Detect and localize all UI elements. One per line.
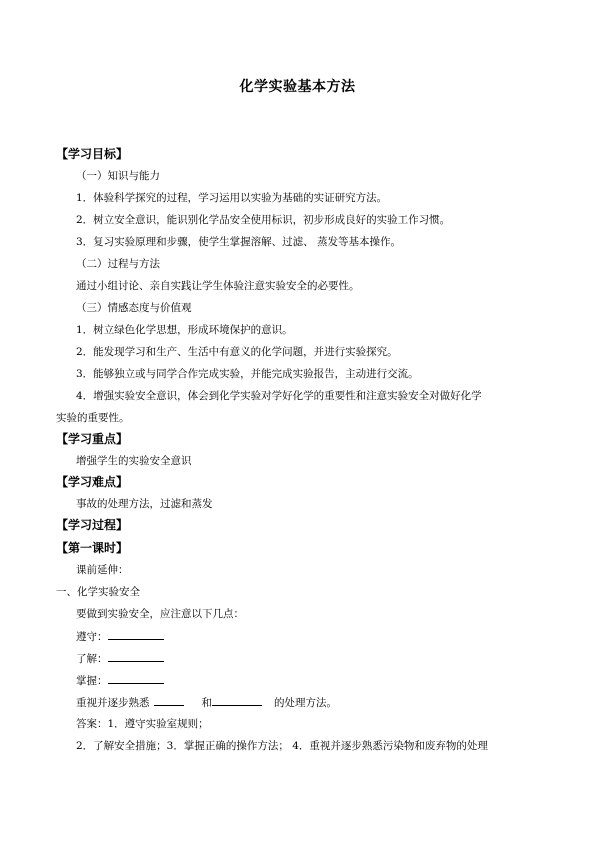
objective-item: 3．复习实验原理和步骤，使学生掌握溶解、过滤、 蒸发等基本操作。 <box>76 236 402 248</box>
objective-item: 4．增强实验安全意识，体会到化学实验对学好化学的重要性和注意实验安全对做好化学 <box>76 390 482 402</box>
answer-text: 答案：1．遵守实验室规则； <box>76 718 209 730</box>
lesson1-heading: 【第一课时】 <box>56 541 129 555</box>
process-heading: 【学习过程】 <box>56 518 129 532</box>
question-text: 的处理方法。 <box>274 697 337 709</box>
question-label: 遵守： <box>76 631 108 643</box>
objective-item-continuation: 实验的重要性。 <box>56 412 130 424</box>
objectives-section-1: （一）知识与能力 <box>76 170 160 182</box>
question-label: 掌握： <box>76 675 108 687</box>
pre-class-label: 课前延伸： <box>76 564 129 576</box>
objectives-section-2: （二）过程与方法 <box>76 258 160 270</box>
difficulties-heading: 【学习难点】 <box>56 475 129 489</box>
question-understand <box>76 651 164 666</box>
objective-item: 1．树立绿色化学思想，形成环境保护的意识。 <box>76 324 293 336</box>
question-text: 和 <box>201 697 212 709</box>
question-master <box>76 673 164 688</box>
question-attention <box>76 695 337 710</box>
answer-blank[interactable] <box>108 629 164 640</box>
answer-blank[interactable] <box>212 695 262 706</box>
key-points-heading: 【学习重点】 <box>56 432 129 446</box>
section1-title: 一、化学实验安全 <box>56 586 140 598</box>
question-obey <box>76 629 164 644</box>
answer-blank[interactable] <box>108 651 164 662</box>
objectives-section-3: （三）情感态度与价值观 <box>76 302 192 314</box>
objective-item: 2．能发现学习和生产、生活中有意义的化学问题，并进行实验探究。 <box>76 346 398 358</box>
section1-intro: 要做到实验安全，应注意以下几点： <box>76 608 244 620</box>
answer-blank[interactable] <box>108 673 164 684</box>
question-text: 重视并逐步熟悉 <box>76 697 150 709</box>
answer-blank[interactable] <box>154 695 184 706</box>
document-title: 化学实验基本方法 <box>239 79 356 95</box>
objective-item: 2．树立安全意识，能识别化学品安全使用标识，初步形成良好的实验工作习惯。 <box>76 214 451 226</box>
objective-process-text: 通过小组讨论、亲自实践让学生体验注意实验安全的必要性。 <box>76 280 360 292</box>
question-label: 了解： <box>76 653 108 665</box>
objective-item: 3．能够独立或与同学合作完成实验，并能完成实验报告，主动进行交流。 <box>76 368 419 380</box>
key-points-text: 增强学生的实验安全意识 <box>76 455 192 467</box>
answer-text-continuation: 2．了解安全措施；3．掌握正确的操作方法； 4．重视并逐步熟悉污染物和废弃物的处理 <box>76 740 488 752</box>
objectives-heading: 【学习目标】 <box>56 147 129 161</box>
objective-item: 1．体验科学探究的过程，学习运用以实验为基础的实证研究方法。 <box>76 192 388 204</box>
difficulties-text: 事故的处理方法，过滤和蒸发 <box>76 498 213 510</box>
